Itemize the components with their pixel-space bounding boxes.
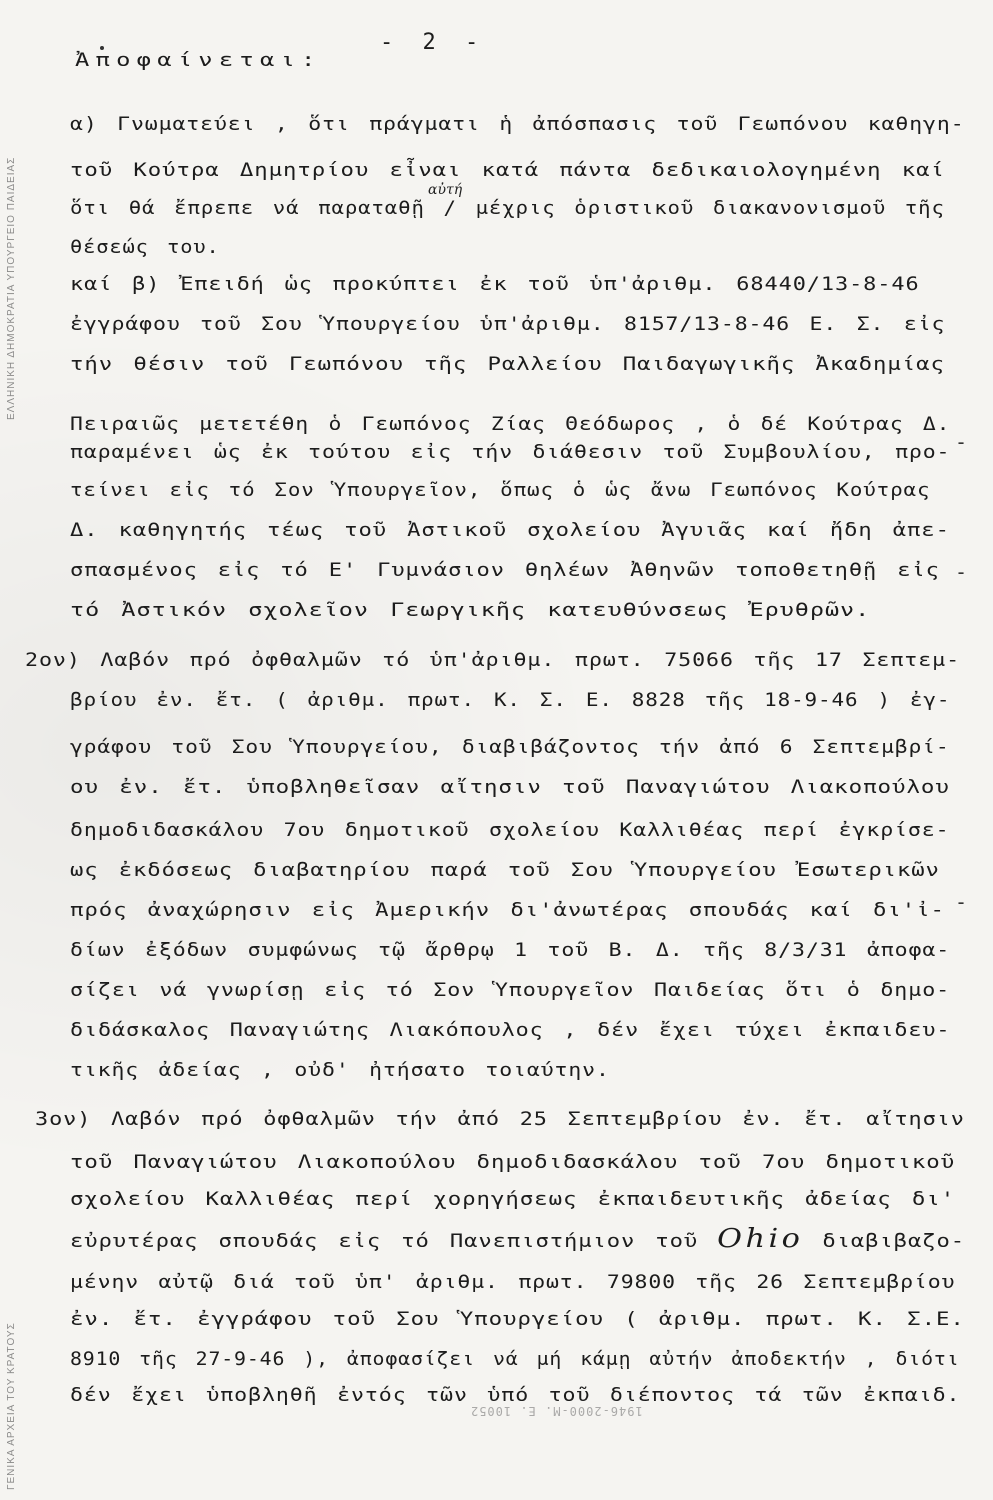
text-line: τικῆς ἀδείας , οὐδ' ἠτήσατο τοιαύτην.	[70, 1059, 610, 1081]
text-line: σπασμένος εἰς τό Ε' Γυμνάσιον θηλέων Ἀθηνῶν τοποθετηθῇ εἰς	[70, 559, 940, 581]
text-line: ὅτι θά ἔπρεπε νά παραταθῇ / μέχρις ὁριστικοῦ διακανονισμοῦ τῆς	[70, 197, 945, 219]
margin-dash: -	[955, 890, 968, 914]
text-line: 2ον) Λαβόν πρό ὀφθαλμῶν τό ὑπ'ἀριθμ. πρωτ. 75066 τῆς 17 Σεπτεμ-	[25, 649, 961, 671]
text-line: Ἀποφαίνεται:	[75, 49, 322, 71]
text-line: ἐν. ἔτ. ἐγγράφου τοῦ Σου Ὑπουργείου ( ἀριθμ. πρωτ. Κ. Σ.Ε.	[70, 1308, 965, 1330]
text-line: διδάσκαλος Παναγιώτης Λιακόπουλος , δέν ἔχει τύχει ἐκπαιδευ-	[70, 1019, 951, 1041]
text-line: τοῦ Παναγιώτου Λιακοπούλου δημοδιδασκάλου τοῦ 7ου δημοτικοῦ	[70, 1151, 956, 1173]
footer-printer-mark: 1946-2000-Μ. Ε. 10052	[470, 1404, 643, 1418]
text-line: εὐρυτέρας σπουδάς εἰς τό Πανεπιστήμιον τοῦ Ohio διαβιβαζο-	[70, 1224, 965, 1254]
text-line: καί β) Ἐπειδή ὡς προκύπτει ἐκ τοῦ ὑπ'ἀριθμ. 68440/13-8-46	[70, 273, 920, 295]
edge-stamp-bottom: ΓΕΝΙΚΑ ΑΡΧΕΙΑ ΤΟΥ ΚΡΑΤΟΥΣ	[6, 1322, 17, 1490]
text-line: τό Ἀστικόν σχολεῖον Γεωργικῆς κατευθύνσεως Ἐρυθρῶν.	[70, 599, 871, 621]
text-line: Δ. καθηγητής τέως τοῦ Ἀστικοῦ σχολείου Ἀγυιᾶς καί ἤδη ἀπε-	[70, 519, 950, 541]
text-line: θέσεώς του.	[70, 236, 220, 258]
text-line: τοῦ Κούτρα Δημητρίου εἶναι κατά πάντα δεδικαιολογημένη καί	[70, 159, 945, 181]
text-line: δέν ἔχει ὑποβληθῆ ἐντός τῶν ὑπό τοῦ διέποντος τά τῶν ἐκπαιδ.	[70, 1384, 961, 1406]
text-line: πρός ἀναχώρησιν εἰς Ἀμερικήν δι'ἀνωτέρας σπουδάς καί δι'ἰ-	[70, 899, 945, 921]
text-line: δημοδιδασκάλου 7ου δημοτικοῦ σχολείου Καλλιθέας περί ἐγκρίσε-	[70, 819, 950, 841]
text-line: δίων ἐξόδων συμφώνως τῷ ἄρθρῳ 1 τοῦ Β. Δ. τῆς 8/3/31 ἀποφα-	[70, 939, 951, 961]
text-line: σίζει νά γνωρίσῃ εἰς τό Σον Ὑπουργεῖον Παιδείας ὅτι ὁ δημο-	[70, 979, 951, 1001]
margin-dash: -	[955, 560, 968, 584]
text-line: 8910 τῆς 27-9-46 ), ἀποφασίζει νά μή κάμῃ αὐτήν ἀποδεκτήν , διότι	[70, 1348, 960, 1370]
text-line: βρίου ἐν. ἔτ. ( ἀριθμ. πρωτ. Κ. Σ. Ε. 8828 τῆς 18-9-46 ) ἐγ-	[70, 689, 951, 711]
handwritten-word: Ohio	[698, 1224, 823, 1254]
text-line: Πειραιῶς μετετέθη ὁ Γεωπόνος Ζίας Θεόδωρος , ὁ δέ Κούτρας Δ.	[70, 413, 951, 435]
text-line: ως ἐκδόσεως διαβατηρίου παρά τοῦ Σου Ὑπουργείου Ἐσωτερικῶν	[70, 859, 940, 881]
edge-stamp-top: ΕΛΛΗΝΙΚΗ ΔΗΜΟΚΡΑΤΙΑ ΥΠΟΥΡΓΕΙΟ ΠΑΙΔΕΙΑΣ	[6, 156, 17, 420]
text-line: τήν θέσιν τοῦ Γεωπόνου τῆς Ραλλείου Παιδαγωγικῆς Ἀκαδημίας	[70, 353, 945, 375]
text-line: γράφου τοῦ Σου Ὑπουργείου, διαβιβάζοντος τήν ἀπό 6 Σεπτεμβρί-	[70, 736, 950, 758]
text-line: α) Γνωματεύει , ὅτι πράγματι ἡ ἀπόσπασις τοῦ Γεωπόνου καθηγη-	[70, 113, 965, 135]
interlinear-insert: αὐτή	[428, 182, 463, 198]
text-line: σχολείου Καλλιθέας περί χορηγήσεως ἐκπαιδευτικῆς ἀδείας δι'	[70, 1188, 956, 1210]
text-line: τείνει εἰς τό Σον Ὑπουργεῖον, ὅπως ὁ ὡς ἄνω Γεωπόνος Κούτρας	[70, 479, 931, 501]
text-line: 3ον) Λαβόν πρό ὀφθαλμῶν τήν ἀπό 25 Σεπτεμβρίου ἐν. ἔτ. αἴτησιν	[35, 1108, 965, 1130]
margin-dash: -	[955, 430, 968, 454]
text-line: ου ἐν. ἔτ. ὑποβληθεῖσαν αἴτησιν τοῦ Παναγιώτου Λιακοπούλου	[70, 776, 950, 798]
text-line: παραμένει ὡς ἐκ τούτου εἰς τήν διάθεσιν τοῦ Συμβουλίου, προ-	[70, 441, 951, 463]
text-line: ἐγγράφου τοῦ Σου Ὑπουργείου ὑπ'ἀριθμ. 8157/13-8-46 Ε. Σ. εἰς	[70, 313, 946, 335]
page-number: - 2 -	[380, 30, 487, 55]
text-line: μένην αὐτῷ διά τοῦ ὑπ' ἀριθμ. πρωτ. 79800 τῆς 26 Σεπτεμβρίου	[70, 1271, 956, 1293]
